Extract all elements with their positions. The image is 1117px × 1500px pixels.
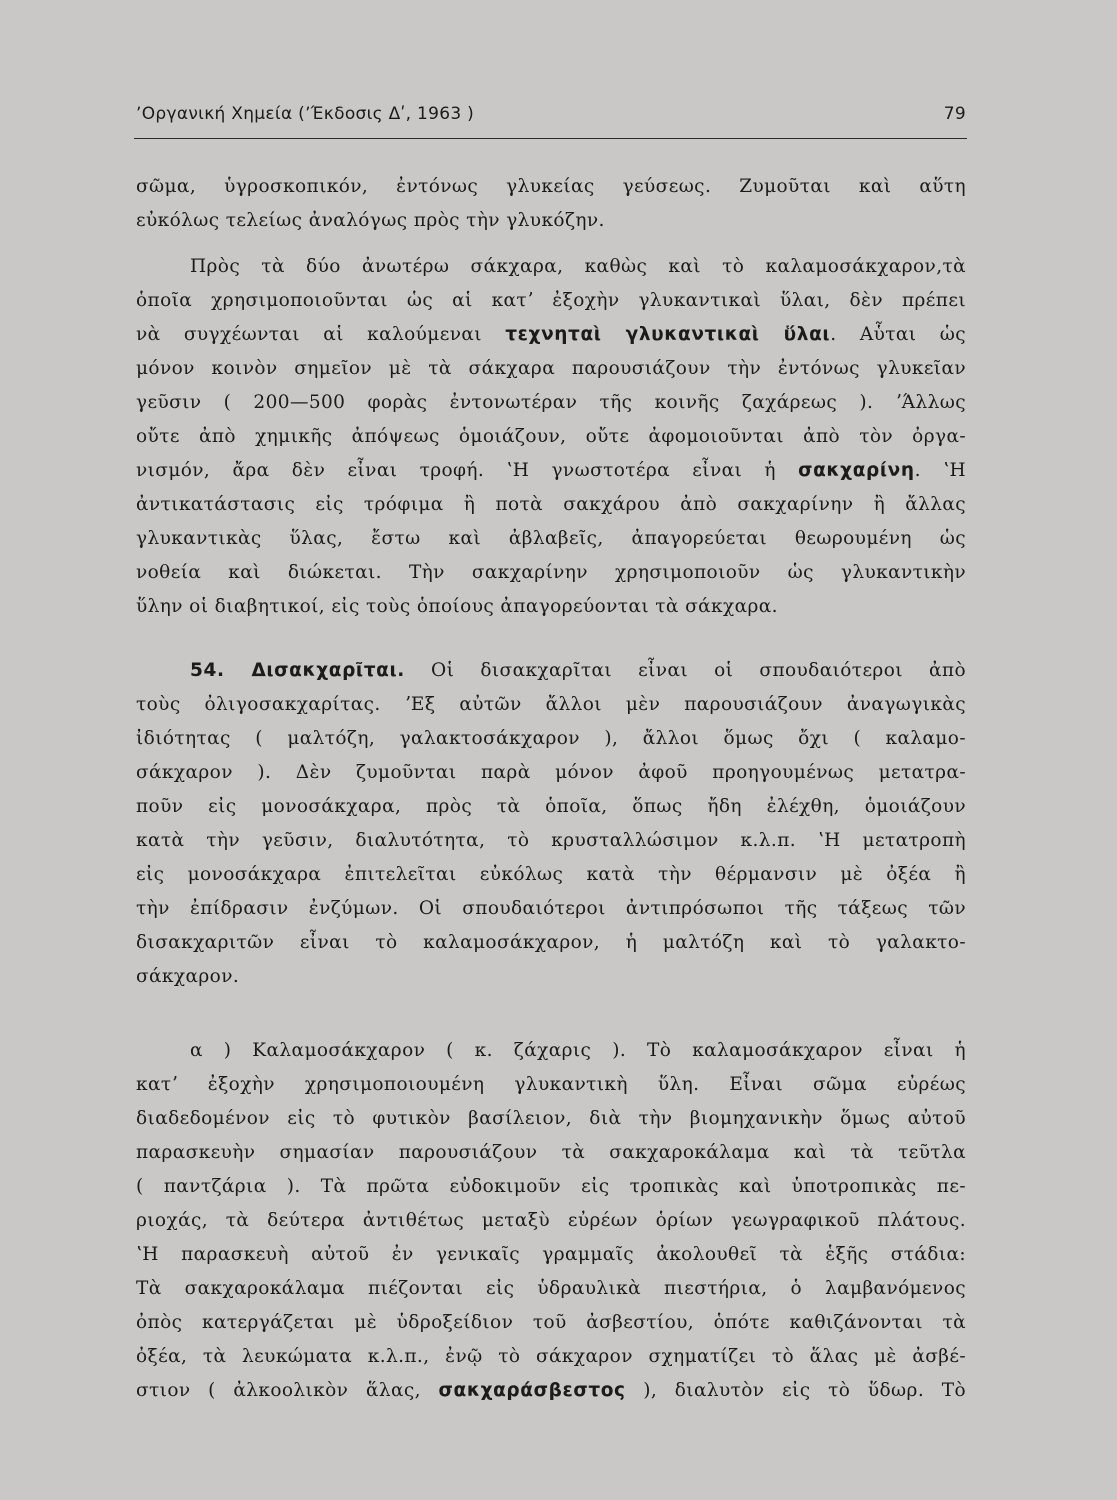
text-line: Πρὸς τὰ δύο ἀνωτέρω σάκχαρα, καθὼς καὶ τὸ καλαμοσάκχαρον,τὰ [190, 256, 966, 277]
section-heading: 54. Δισακχαρῖται. [190, 660, 405, 681]
text-line: ʽΗ παρασκευὴ αὐτοῦ ἐν γενικαῖς γραμμαῖς ἀκολουθεῖ τὰ ἑξῆς στάδια: [136, 1244, 966, 1265]
text-line: νισμόν, ἄρα δὲν εἶναι τροφή. ʽΗ γνωστοτέρα εἶναι ἡ σακχαρίνη. ʽΗ [136, 460, 966, 481]
text-line: νὰ συγχέωνται αἱ καλούμεναι τεχνηταὶ γλυκαντικαὶ ὕλαι. Αὗται ὡς [136, 324, 967, 345]
bold-term: τεχνηταὶ γλυκαντικαὶ ὕλαι [505, 324, 831, 345]
text-line: παρασκευὴν σημασίαν παρουσιάζουν τὰ σακχαροκάλαμα καὶ τὰ τεῦτλα [136, 1142, 966, 1163]
running-title: ʼΟργανική Χημεία (ʼΈκδοσις Δʹ, 1963 ) [136, 104, 475, 124]
bold-term: σακχαρίνη [798, 460, 915, 481]
header-rule [134, 138, 967, 139]
text-line: νοθεία καὶ διώκεται. Τὴν σακχαρίνην χρησιμοποιοῦν ὡς γλυκαντικὴν [136, 562, 966, 583]
text-line: κατὰ τὴν γεῦσιν, διαλυτότητα, τὸ κρυσταλλώσιμον κ.λ.π. ʽΗ μετατροπὴ [136, 830, 966, 851]
text-line: τὴν ἐπίδρασιν ἐνζύμων. Οἱ σπουδαιότεροι ἀντιπρόσωποι τῆς τάξεως τῶν [136, 898, 966, 919]
text-line: ριοχάς, τὰ δεύτερα ἀντιθέτως μεταξὺ εὐρέων ὁρίων γεωγραφικοῦ πλάτους. [136, 1210, 966, 1231]
running-header [136, 100, 966, 130]
text-line: ἰδιότητας ( μαλτόζη, γαλακτοσάκχαρον ), ἄλλοι ὅμως ὄχι ( καλαμο- [136, 728, 966, 749]
text-line: σάκχαρον. [136, 966, 240, 987]
text-line: Τὰ σακχαροκάλαμα πιέζονται εἰς ὑδραυλικὰ πιεστήρια, ὁ λαμβανόμενος [136, 1278, 966, 1299]
text-line: στιον ( ἀλκοολικὸν ἅλας, σακχαράσβεστος ), διαλυτὸν εἰς τὸ ὕδωρ. Τὸ [136, 1380, 966, 1401]
text-line: μόνον κοινὸν σημεῖον μὲ τὰ σάκχαρα παρουσιάζουν τὴν ἐντόνως γλυκεῖαν [136, 358, 966, 379]
text-line: γεῦσιν ( 200—500 φορὰς ἐντονωτέραν τῆς κοινῆς ζαχάρεως ). ʼΆλλως [136, 392, 966, 413]
section-heading-line: 54. Δισακχαρῖται. Οἱ δισακχαρῖται εἶναι οἱ σπουδαιότεροι ἀπὸ [190, 660, 966, 681]
text-line: τοὺς ὀλιγοσακχαρίτας. ʼΕξ αὐτῶν ἄλλοι μὲν παρουσιάζουν ἀναγωγικὰς [136, 694, 966, 715]
text-line: γλυκαντικὰς ὕλας, ἔστω καὶ ἀβλαβεῖς, ἀπαγορεύεται θεωρουμένη ὡς [136, 528, 966, 549]
text-line: ( παντζάρια ). Τὰ πρῶτα εὐδοκιμοῦν εἰς τροπικὰς καὶ ὑποτροπικὰς πε- [136, 1176, 966, 1197]
text-line: δισακχαριτῶν εἶναι τὸ καλαμοσάκχαρον, ἡ μαλτόζη καὶ τὸ γαλακτο- [136, 932, 966, 953]
text-line: σάκχαρον ). Δὲν ζυμοῦνται παρὰ μόνον ἀφοῦ προηγουμένως μετατρα- [136, 762, 966, 783]
text-line: εὐκόλως τελείως ἀναλόγως πρὸς τὴν γλυκόζην. [136, 210, 605, 231]
text-line: ὁποῖα χρησιμοποιοῦνται ὡς αἱ κατʼ ἐξοχὴν γλυκαντικαὶ ὕλαι, δὲν πρέπει [136, 290, 966, 311]
text-line: διαδεδομένον εἰς τὸ φυτικὸν βασίλειον, διὰ τὴν βιομηχανικὴν ὅμως αὐτοῦ [136, 1108, 966, 1129]
text-line: ποῦν εἰς μονοσάκχαρα, πρὸς τὰ ὁποῖα, ὅπως ἤδη ἐλέχθη, ὁμοιάζουν [136, 796, 966, 817]
text-line: ὀπὸς κατεργάζεται μὲ ὑδροξείδιον τοῦ ἀσβεστίου, ὁπότε καθιζάνονται τὰ [136, 1312, 966, 1333]
text-line: κατʼ ἐξοχὴν χρησιμοποιουμένη γλυκαντικὴ ὕλη. Εἶναι σῶμα εὐρέως [136, 1074, 966, 1095]
text-line: ὕλην οἱ διαβητικοί, εἰς τοὺς ὁποίους ἀπαγορεύονται τὰ σάκχαρα. [136, 596, 778, 617]
text-line: ὀξέα, τὰ λευκώματα κ.λ.π., ἐνῷ τὸ σάκχαρον σχηματίζει τὸ ἅλας μὲ ἀσβέ- [136, 1346, 966, 1367]
text-line: οὔτε ἀπὸ χημικῆς ἀπόψεως ὁμοιάζουν, οὔτε ἀφομοιοῦνται ἀπὸ τὸν ὀργα- [136, 426, 966, 447]
bold-term: σακχαράσβεστος [438, 1380, 626, 1401]
text-line: σῶμα, ὑγροσκοπικόν, ἐντόνως γλυκείας γεύσεως. Ζυμοῦται καὶ αὕτη [136, 176, 966, 197]
text-line: εἰς μονοσάκχαρα ἐπιτελεῖται εὐκόλως κατὰ τὴν θέρμανσιν μὲ ὀξέα ἢ [136, 864, 966, 885]
page-number: 79 [943, 104, 966, 124]
text-line: ἀντικατάστασις εἰς τρόφιμα ἢ ποτὰ σακχάρου ἀπὸ σακχαρίνην ἢ ἄλλας [136, 494, 966, 515]
subsection-line: α ) Καλαμοσάκχαρον ( κ. ζάχαρις ). Τὸ καλαμοσάκχαρον εἶναι ἡ [190, 1040, 966, 1061]
